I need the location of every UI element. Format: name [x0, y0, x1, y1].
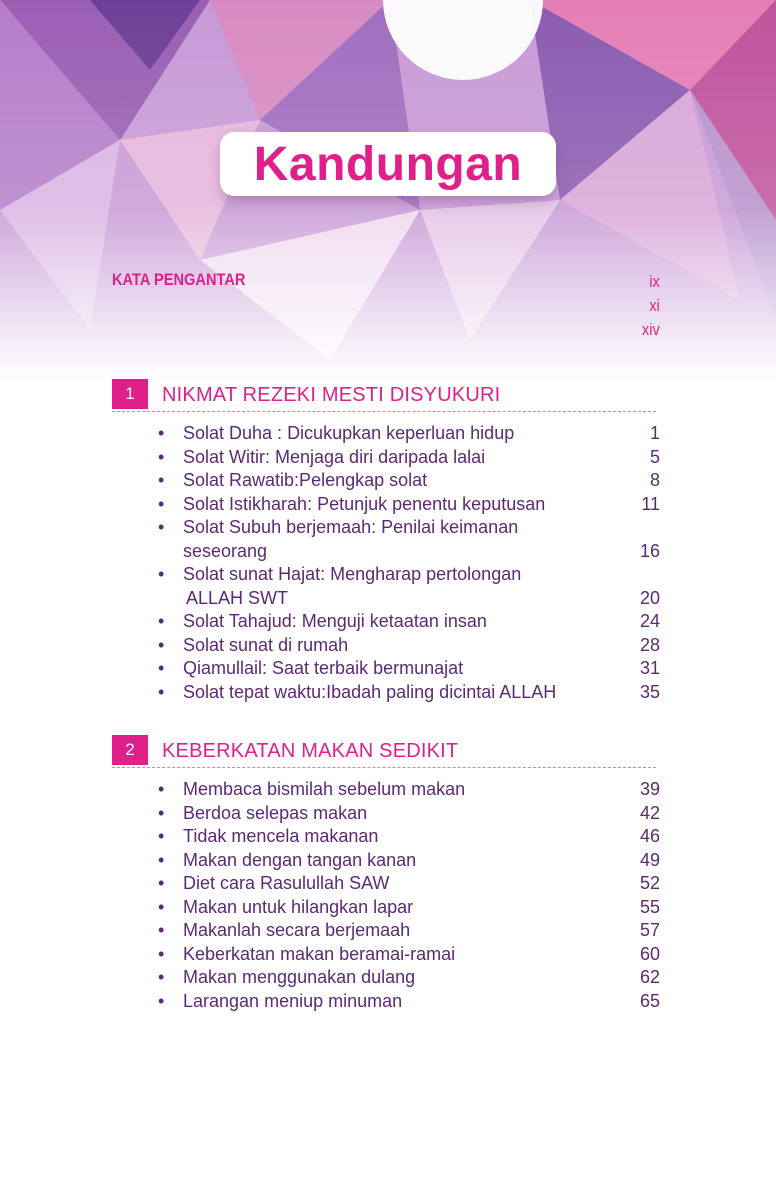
toc-entry[interactable]: • Keberkatan makan beramai-ramai 60 — [112, 943, 656, 967]
chapter-heading[interactable] — [112, 735, 656, 768]
bullet-icon: • — [158, 517, 165, 537]
page-number: xi — [649, 296, 660, 315]
chapter-2-list — [112, 778, 660, 1013]
bullet-icon: • — [158, 943, 165, 964]
toc-entry[interactable]: • Solat Tahajud: Menguji ketaatan insan 24 — [112, 610, 656, 634]
toc-entry[interactable]: • Solat Witir: Menjaga diri daripada lalai 5 — [112, 446, 656, 470]
toc-entry[interactable]: • Larangan meniup minuman 65 — [112, 990, 656, 1014]
bullet-icon: • — [158, 779, 165, 799]
front-matter-label[interactable]: KATA PENGANTAR — [112, 270, 246, 289]
bullet-icon: • — [158, 634, 165, 655]
chapter-title: KEBERKATAN MAKAN SEDIKIT — [162, 740, 459, 762]
toc-entry[interactable]: • Berdoa selepas makan 42 — [112, 802, 656, 826]
chapter-number: 2 — [112, 735, 148, 765]
toc-entry[interactable]: • Tidak mencela makanan 46 — [112, 825, 656, 849]
toc-entry[interactable]: • Makan dengan tangan kanan 49 — [112, 849, 656, 873]
chapter-title: NIKMAT REZEKI MESTI DISYUKURI — [162, 384, 501, 406]
title-box — [220, 132, 556, 196]
page-number: ix — [649, 272, 660, 291]
toc-entry[interactable]: • Makanlah secara berjemaah 57 — [112, 919, 656, 943]
toc-entry[interactable]: • Membaca bismilah sebelum makan 39 — [112, 778, 656, 802]
chapter-heading[interactable] — [112, 379, 656, 412]
toc-entry[interactable]: • Solat tepat waktu:Ibadah paling dicintai ALLAH 35 — [112, 681, 656, 705]
toc-entry[interactable]: • Solat Istikharah: Petunjuk penentu keputusan 11 — [112, 493, 656, 517]
toc-entry[interactable]: • Diet cara Rasulullah SAW 52 — [112, 872, 656, 896]
bullet-icon: • — [158, 470, 165, 490]
bullet-icon: • — [158, 802, 165, 823]
toc-entry[interactable]: • Solat sunat Hajat: Mengharap pertolongan ALLAH SWT 20 — [158, 564, 660, 608]
toc-entry[interactable]: • Solat sunat di rumah 28 — [112, 634, 656, 658]
bullet-icon: • — [158, 990, 165, 1011]
bullet-icon: • — [158, 564, 165, 584]
page-title: Kandungan — [253, 137, 523, 191]
bullet-icon: • — [158, 423, 165, 443]
toc-entry[interactable]: • Makan untuk hilangkan lapar 55 — [112, 896, 656, 920]
bullet-icon: • — [158, 896, 165, 917]
toc-entry[interactable]: • Makan menggunakan dulang 62 — [112, 966, 656, 990]
bullet-icon: • — [158, 849, 165, 870]
bullet-icon: • — [158, 873, 165, 893]
bullet-icon: • — [158, 920, 165, 940]
page-number: xiv — [642, 320, 660, 339]
toc-entry[interactable]: • Qiamullail: Saat terbaik bermunajat 31 — [112, 657, 656, 681]
bullet-icon: • — [158, 446, 165, 467]
front-matter-pages — [639, 270, 660, 342]
bullet-icon: • — [158, 493, 165, 514]
chapter-1 — [112, 379, 660, 704]
bullet-icon: • — [158, 658, 165, 678]
toc-entry[interactable]: • Solat Rawatib:Pelengkap solat 8 — [112, 469, 656, 493]
chapter-number: 1 — [112, 379, 148, 409]
chapter-1-list — [112, 422, 660, 704]
toc-entry[interactable]: • Solat Subuh berjemaah: Penilai keimanan seseorang 16 — [158, 517, 660, 561]
bullet-icon: • — [158, 826, 165, 846]
toc-entry[interactable]: • Solat Duha : Dicukupkan keperluan hidup 1 — [112, 422, 656, 446]
bullet-icon: • — [158, 967, 165, 987]
chapter-2 — [112, 735, 660, 1013]
bullet-icon: • — [158, 681, 165, 702]
bullet-icon: • — [158, 611, 165, 631]
